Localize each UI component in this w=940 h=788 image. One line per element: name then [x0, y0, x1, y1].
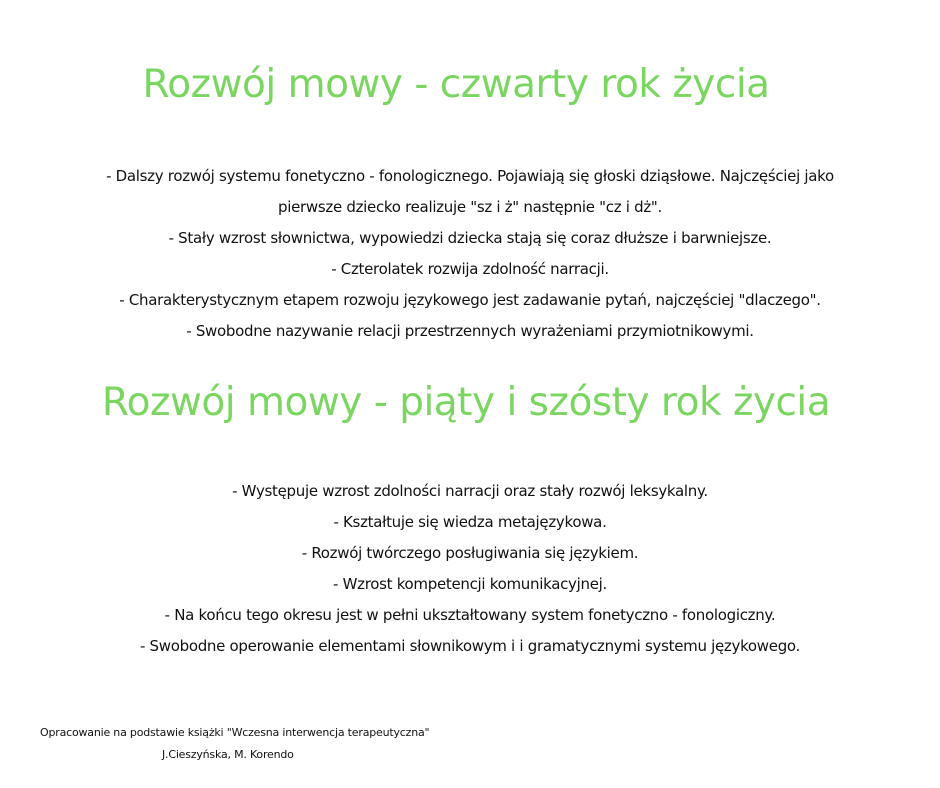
- source-title: Opracowanie na podstawie książki "Wczesna interwencja terapeutyczna": [40, 726, 430, 739]
- section-2-line: - Na końcu tego okresu jest w pełni ukształtowany system fonetyczno - fonologiczny.: [164, 606, 776, 624]
- section-2-line: - Rozwój twórczego posługiwania się językiem.: [301, 544, 639, 562]
- source-authors: J.Cieszyńska, M. Korendo: [162, 748, 294, 761]
- section-2-line: - Swobodne operowanie elementami słownikowym i i gramatycznymi systemu językowego.: [139, 637, 801, 655]
- section-1-line: pierwsze dziecko realizuje "sz i ż" następnie "cz i dż".: [278, 198, 662, 216]
- section-2-heading: Rozwój mowy - piąty i szósty rok życia: [101, 380, 831, 425]
- section-1-heading: Rozwój mowy - czwarty rok życia: [142, 62, 770, 107]
- section-1-list: [0, 161, 940, 347]
- section-2-line: - Występuje wzrost zdolności narracji oraz stały rozwój leksykalny.: [232, 482, 708, 500]
- section-1-line: - Stały wzrost słownictwa, wypowiedzi dziecka stają się coraz dłuższe i barwniejsze.: [168, 229, 772, 247]
- section-2-line: - Wzrost kompetencji komunikacyjnej.: [333, 575, 607, 593]
- section-1-line: - Czterolatek rozwija zdolność narracji.: [331, 260, 609, 278]
- section-2-list: [0, 476, 940, 662]
- section-1-line: - Dalszy rozwój systemu fonetyczno - fonologicznego. Pojawiają się głoski dziąsłowe. Najczęściej jako: [106, 167, 834, 185]
- section-1-line: - Charakterystycznym etapem rozwoju językowego jest zadawanie pytań, najczęściej "dlaczego".: [119, 291, 821, 309]
- section-1-line: - Swobodne nazywanie relacji przestrzennych wyrażeniami przymiotnikowymi.: [186, 322, 754, 340]
- section-2-line: - Kształtuje się wiedza metajęzykowa.: [333, 513, 607, 531]
- source-note: [40, 722, 429, 766]
